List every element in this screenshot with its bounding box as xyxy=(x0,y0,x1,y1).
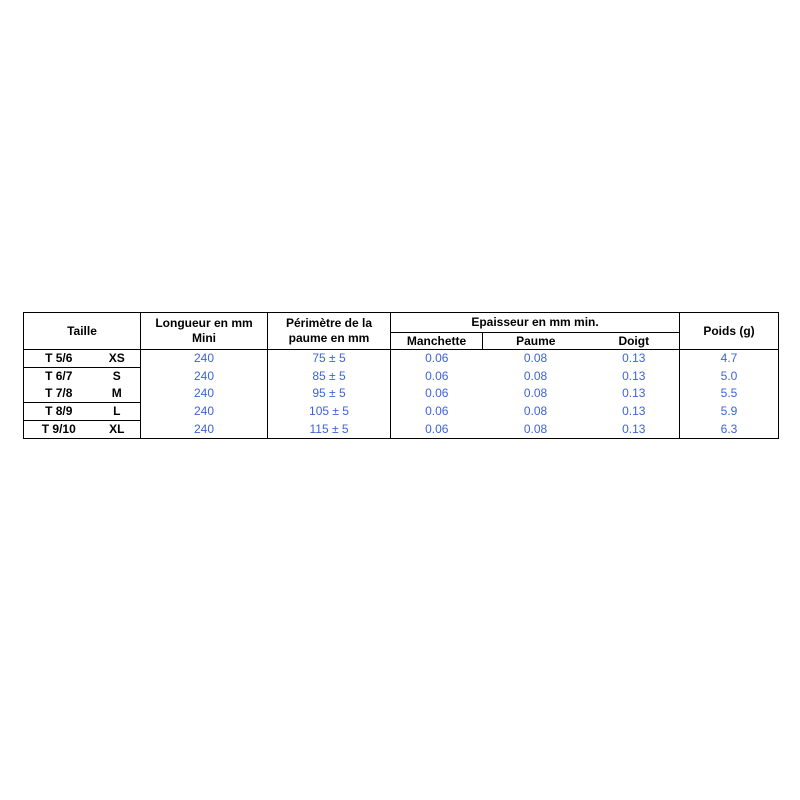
table-row xyxy=(24,368,779,386)
cell-paume: 0.08 xyxy=(523,386,548,401)
cell-poids: 6.3 xyxy=(720,421,738,436)
header-doigt: Doigt xyxy=(589,333,680,350)
header-taille: Taille xyxy=(24,313,141,350)
header-epaisseur: Epaisseur en mm min. xyxy=(391,313,680,333)
cell-poids: 5.9 xyxy=(720,404,738,418)
header-perimetre-line2: paume en mm xyxy=(288,331,370,345)
cell-longueur: 240 xyxy=(141,403,268,421)
cell-poids: 5.0 xyxy=(720,368,738,383)
cell-perimetre: 115 ± 5 xyxy=(268,421,391,439)
cell-perimetre: 95 ± 5 xyxy=(268,385,391,403)
cell-poids: 5.5 xyxy=(720,386,738,401)
cell-t: T 7/8 xyxy=(24,385,94,403)
header-longueur-line1: Longueur en mm xyxy=(155,316,253,330)
cell-perimetre: 105 ± 5 xyxy=(268,403,391,421)
cell-manchette: 0.06 xyxy=(425,421,449,436)
cell-doigt: 0.13 xyxy=(589,368,680,386)
header-longueur-line2: Mini xyxy=(192,331,217,345)
header-perimetre-line1: Périmètre de la xyxy=(285,316,373,330)
cell-manchette: 0.06 xyxy=(425,351,449,366)
cell-size: S xyxy=(94,368,141,386)
cell-size: M xyxy=(94,385,141,403)
cell-t: T 5/6 xyxy=(24,350,94,368)
cell-t: T 6/7 xyxy=(45,369,73,383)
cell-doigt: 0.13 xyxy=(589,403,680,421)
table-row xyxy=(24,385,779,403)
cell-longueur: 240 xyxy=(141,421,268,439)
cell-t: T 9/10 xyxy=(41,422,76,436)
table-row xyxy=(24,421,779,439)
table-row xyxy=(24,403,779,421)
table-row xyxy=(24,350,779,368)
cell-longueur: 240 xyxy=(141,385,268,403)
header-manchette: Manchette xyxy=(391,333,483,350)
cell-paume: 0.08 xyxy=(523,351,548,366)
cell-perimetre: 85 ± 5 xyxy=(268,368,391,386)
header-perimetre xyxy=(268,313,391,350)
cell-doigt: 0.13 xyxy=(589,421,680,439)
cell-manchette: 0.06 xyxy=(425,404,449,418)
cell-size: XS xyxy=(94,350,141,368)
cell-perimetre: 75 ± 5 xyxy=(268,350,391,368)
cell-longueur: 240 xyxy=(141,368,268,386)
cell-longueur: 240 xyxy=(141,350,268,368)
cell-manchette: 0.06 xyxy=(425,368,449,383)
cell-t: T 8/9 xyxy=(24,403,94,421)
header-poids: Poids (g) xyxy=(680,313,779,350)
table-body xyxy=(24,350,779,439)
cell-poids: 4.7 xyxy=(720,351,738,366)
cell-paume: 0.08 xyxy=(523,421,548,436)
size-table xyxy=(23,312,779,439)
cell-doigt: 0.13 xyxy=(589,385,680,403)
cell-paume: 0.08 xyxy=(523,404,548,418)
cell-size: L xyxy=(94,403,141,421)
cell-manchette: 0.06 xyxy=(425,386,449,401)
cell-doigt: 0.13 xyxy=(589,350,680,368)
header-paume: Paume xyxy=(483,333,589,350)
cell-size: XL xyxy=(94,421,141,439)
cell-paume: 0.08 xyxy=(523,368,548,383)
header-longueur xyxy=(141,313,268,350)
